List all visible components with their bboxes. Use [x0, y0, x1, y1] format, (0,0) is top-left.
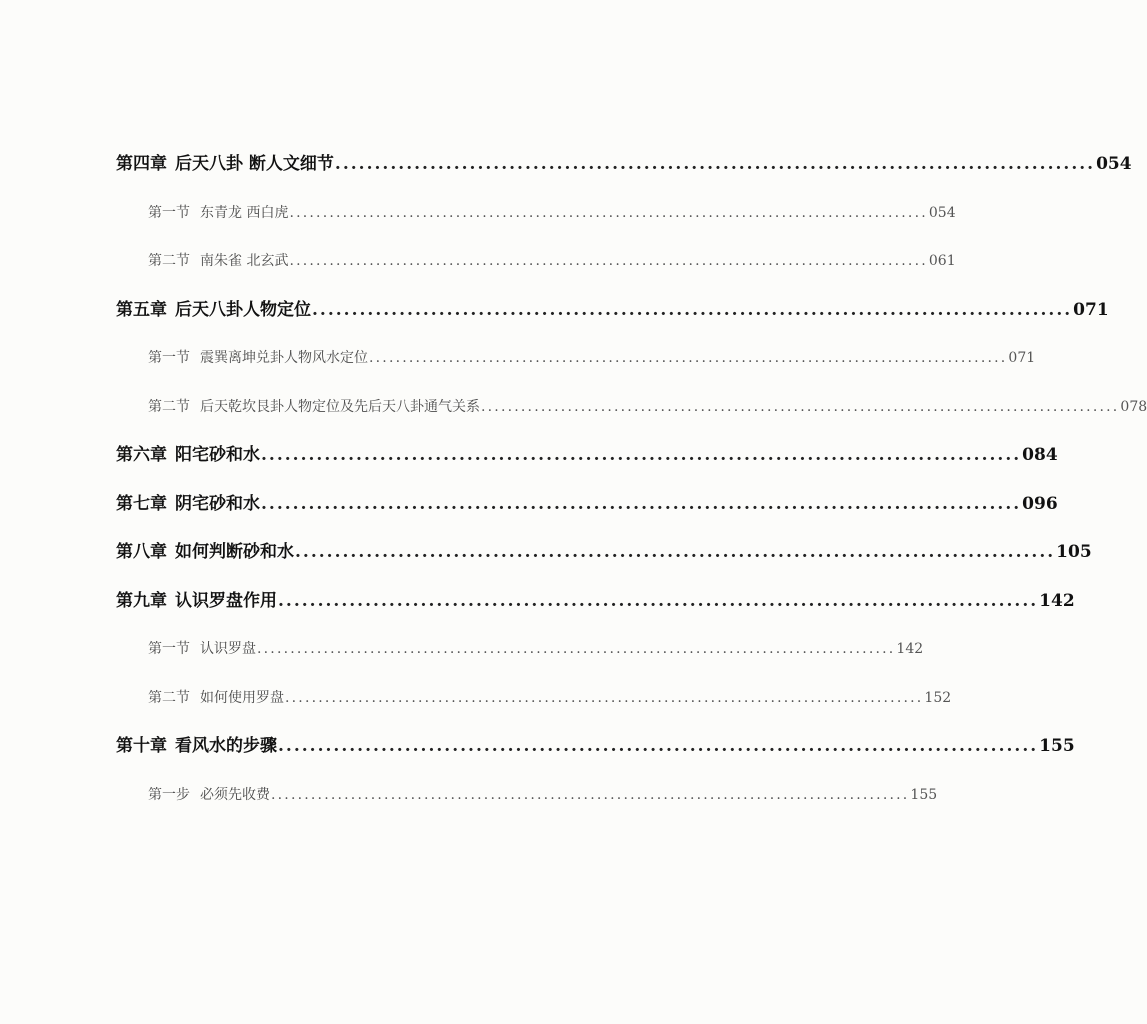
toc-entry-chapter-5[interactable] [116, 286, 1109, 335]
entry-title: 认识罗盘 [200, 641, 256, 657]
entry-number: 第七章 [116, 493, 167, 514]
entry-title: 阴宅砂和水 [175, 493, 260, 514]
entry-page-number: 071 [1008, 350, 1036, 366]
dot-leader: ................................................................................................ [261, 493, 1022, 514]
entry-number: 第二节 [148, 689, 190, 706]
dot-leader: ................................................................................................ [369, 350, 1008, 366]
toc-entry-section[interactable] [116, 334, 1036, 383]
dot-leader: ................................................................................................ [295, 542, 1056, 562]
dot-leader: ................................................................................................ [289, 204, 928, 221]
toc-entry-section[interactable] [116, 674, 952, 723]
toc-entry-chapter-8[interactable] [116, 528, 1092, 577]
entry-title: 后天八卦人物定位 [175, 299, 311, 320]
entry-page-number: 142 [896, 641, 924, 657]
entry-title: 南朱雀 北玄武 [200, 253, 289, 269]
dot-leader: ................................................................................................ [257, 641, 896, 657]
entry-page-number: 054 [1096, 154, 1132, 174]
entry-page-number: 155 [1039, 736, 1075, 756]
entry-page-number: 155 [910, 786, 938, 803]
entry-title: 东青龙 西白虎 [200, 204, 289, 221]
table-of-contents [116, 140, 1147, 819]
entry-number: 第一节 [148, 641, 190, 657]
entry-number: 第一节 [148, 204, 190, 221]
toc-entry-section[interactable] [116, 625, 924, 674]
entry-title: 震巽离坤兑卦人物风水定位 [200, 350, 368, 366]
dot-leader: ................................................................................................ [312, 299, 1073, 320]
toc-entry-chapter-7[interactable] [116, 480, 1058, 529]
dot-leader: ................................................................................................ [285, 689, 924, 706]
entry-page-number: 054 [928, 204, 956, 221]
entry-page-number: 142 [1039, 590, 1075, 611]
entry-number: 第二节 [148, 398, 190, 415]
entry-title: 后天八卦 断人文细节 [175, 154, 334, 174]
toc-entry-section[interactable] [116, 189, 956, 238]
toc-entry-section[interactable] [116, 237, 956, 286]
toc-entry-chapter-10[interactable] [116, 722, 1075, 771]
entry-page-number: 152 [924, 689, 952, 706]
entry-title: 如何使用罗盘 [200, 689, 284, 706]
entry-number: 第五章 [116, 299, 167, 320]
dot-leader: ................................................................................................ [278, 736, 1039, 756]
entry-number: 第二节 [148, 253, 190, 269]
dot-leader: ................................................................................................ [278, 590, 1039, 611]
toc-entry-section[interactable] [116, 771, 938, 820]
entry-page-number: 061 [928, 253, 956, 269]
dot-leader: ................................................................................................ [271, 786, 910, 803]
toc-entry-chapter-4[interactable] [116, 140, 1132, 189]
entry-number: 第一节 [148, 350, 190, 366]
entry-number: 第十章 [116, 736, 167, 756]
entry-title: 阳宅砂和水 [175, 445, 260, 465]
dot-leader: ................................................................................................ [481, 398, 1120, 415]
toc-entry-chapter-6[interactable] [116, 431, 1058, 480]
entry-page-number: 084 [1022, 445, 1058, 465]
entry-number: 第九章 [116, 590, 167, 611]
entry-number: 第一步 [148, 786, 190, 803]
entry-title: 必须先收费 [200, 786, 270, 803]
entry-title: 如何判断砂和水 [175, 542, 294, 562]
entry-number: 第四章 [116, 154, 167, 174]
toc-entry-section[interactable] [116, 383, 1147, 432]
entry-page-number: 096 [1022, 493, 1058, 514]
dot-leader: ................................................................................................ [334, 154, 1096, 174]
entry-page-number: 071 [1073, 299, 1109, 320]
entry-page-number: 078 [1120, 398, 1147, 415]
dot-leader: ................................................................................................ [261, 445, 1022, 465]
entry-title: 看风水的步骤 [175, 736, 277, 756]
entry-number: 第八章 [116, 542, 167, 562]
entry-page-number: 105 [1056, 542, 1092, 562]
entry-title: 后天乾坎艮卦人物定位及先后天八卦通气关系 [200, 398, 480, 415]
toc-entry-chapter-9[interactable] [116, 577, 1075, 626]
dot-leader: ................................................................................................ [289, 253, 928, 269]
entry-title: 认识罗盘作用 [175, 590, 277, 611]
entry-number: 第六章 [116, 445, 167, 465]
